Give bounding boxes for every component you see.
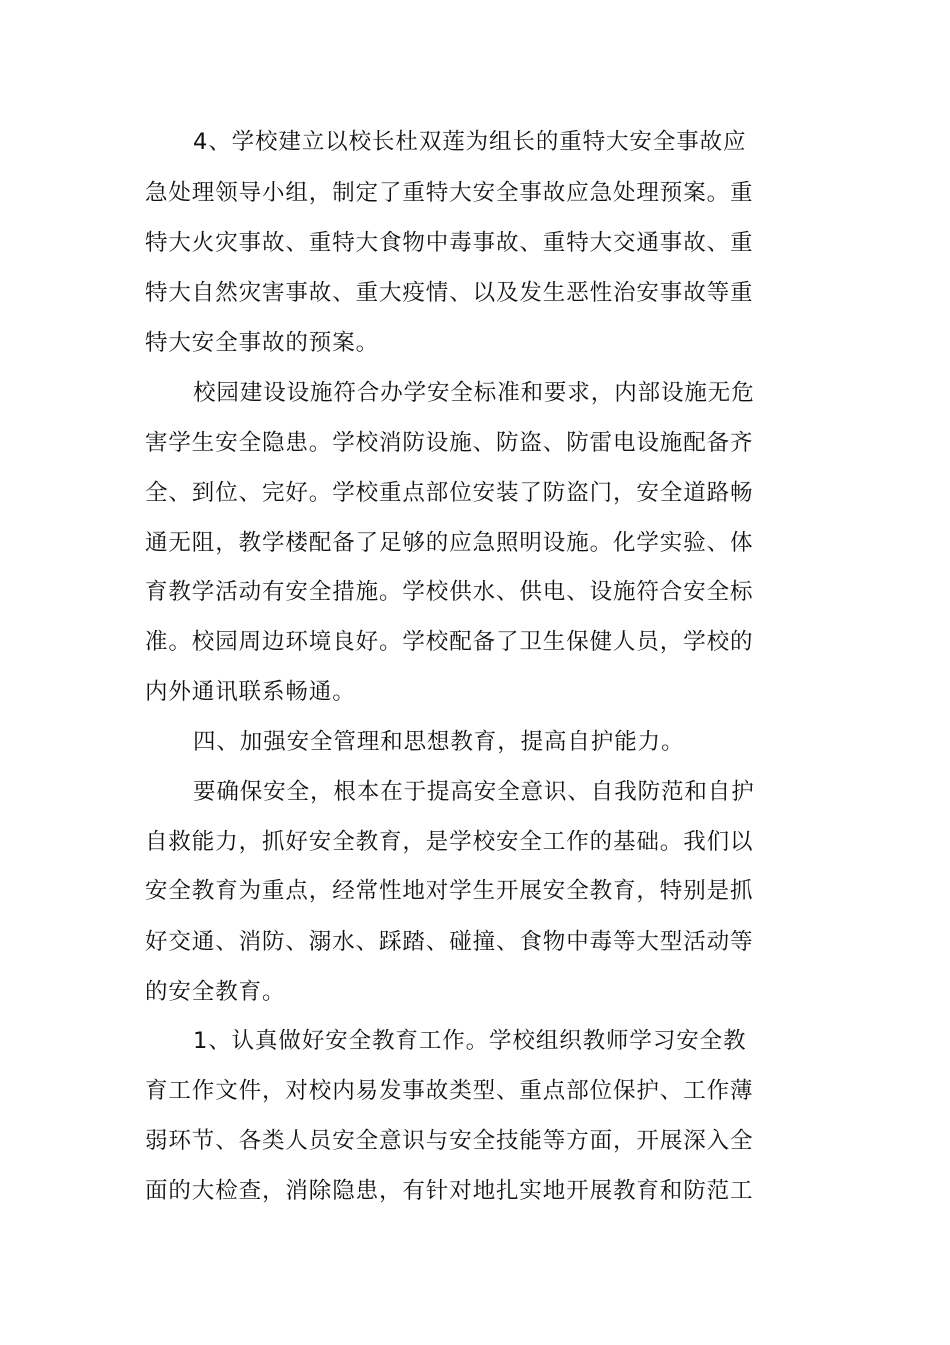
paragraph-line: 要确保安全，根本在于提高安全意识、自我防范和自护 <box>193 779 755 805</box>
paragraph-line: 内外通讯联系畅通。 <box>145 679 356 705</box>
paragraph-line: 准。校园周边环境良好。学校配备了卫生保健人员，学校的 <box>145 629 754 655</box>
paragraph-line: 特大自然灾害事故、重大疫情、以及发生恶性治安事故等重 <box>145 280 754 306</box>
paragraph-line: 好交通、消防、溺水、踩踏、碰撞、食物中毒等大型活动等 <box>145 929 754 955</box>
paragraph-line: 4、学校建立以校长杜双莲为组长的重特大安全事故应 <box>193 129 747 155</box>
paragraph-line: 校园建设设施符合办学安全标准和要求，内部设施无危 <box>193 380 755 406</box>
paragraph-line: 全、到位、完好。学校重点部位安装了防盗门，安全道路畅 <box>145 480 754 506</box>
paragraph-line: 育教学活动有安全措施。学校供水、供电、设施符合安全标 <box>145 579 754 605</box>
paragraph-line: 的安全教育。 <box>145 979 286 1005</box>
paragraph-line: 自救能力，抓好安全教育，是学校安全工作的基础。我们以 <box>145 829 754 855</box>
paragraph-line: 1、认真做好安全教育工作。学校组织教师学习安全教 <box>193 1028 747 1054</box>
paragraph-line: 急处理领导小组，制定了重特大安全事故应急处理预案。重 <box>145 180 754 206</box>
paragraph-line: 育工作文件，对校内易发事故类型、重点部位保护、工作薄 <box>145 1078 754 1104</box>
paragraph-line: 面的大检查，消除隐患，有针对地扎实地开展教育和防范工 <box>145 1178 754 1204</box>
section-heading: 四、加强安全管理和思想教育，提高自护能力。 <box>193 729 685 755</box>
paragraph-line: 害学生安全隐患。学校消防设施、防盗、防雷电设施配备齐 <box>145 430 754 456</box>
paragraph-line: 特大安全事故的预案。 <box>145 330 380 356</box>
paragraph-line: 特大火灾事故、重特大食物中毒事故、重特大交通事故、重 <box>145 230 754 256</box>
paragraph-line: 弱环节、各类人员安全意识与安全技能等方面，开展深入全 <box>145 1128 754 1154</box>
paragraph-line: 安全教育为重点，经常性地对学生开展安全教育，特别是抓 <box>145 878 754 904</box>
paragraph-line: 通无阻，教学楼配备了足够的应急照明设施。化学实验、体 <box>145 530 754 556</box>
